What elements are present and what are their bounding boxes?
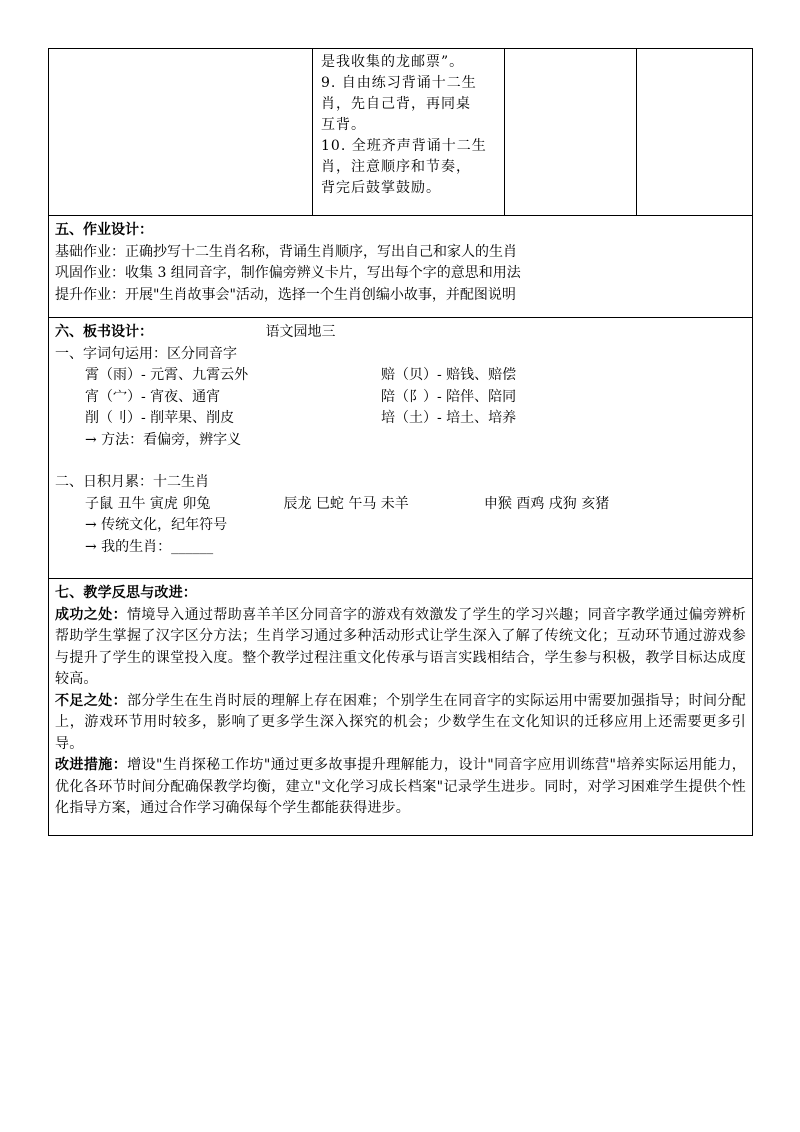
homophone-item: 培（土）- 培土、培养: [381, 410, 517, 426]
section-heading: 六、板书设计：: [55, 324, 153, 340]
board-part-title: 一、字词句运用：区分同音字: [55, 345, 237, 362]
homophone-item: 削（刂）- 削苹果、削皮: [85, 410, 235, 426]
step-line: 肖，先自己背，再同桌: [321, 96, 471, 112]
homework-section: [48, 215, 753, 318]
empty-cell: [505, 49, 637, 216]
empty-cell: [49, 49, 313, 216]
section-heading: 七、教学反思与改进：: [55, 585, 197, 601]
activity-steps-cell: [313, 49, 505, 216]
section-heading: 五、作业设计：: [55, 222, 153, 238]
zodiac-group: 申猴 酉鸡 戌狗 亥猪: [483, 495, 610, 512]
improve-text: 增设"生肖探秘工作坊"通过更多故事提升理解能力，设计"同音字应用训练营"培养实际运用能力，优化各环节时间分配确保教学均衡，建立"文化学习成长档案"记录学生进步。同时，对学习困难学生提供个性化指导方案，通过合作学习确保每个学生都能获得进步。: [55, 757, 746, 816]
zodiac-row: [55, 494, 746, 516]
shortcoming-text: 部分学生在生肖时辰的理解上存在困难；个别学生在同音字的实际运用中需要加强指导；时间分配上，游戏环节用时较多，影响了更多学生深入探究的机会；少数学生在文化知识的迁移应用上还需要更多引导。: [55, 692, 746, 752]
zodiac-group: 辰龙 巳蛇 午马 未羊: [283, 495, 409, 512]
reflection-section: [48, 578, 753, 836]
step-line: 是我收集的龙邮票”。: [321, 54, 465, 70]
improve-label: 改进措施：: [55, 757, 128, 773]
homophone-item: 宵（宀）- 宵夜、通宵: [85, 388, 221, 405]
homophone-row: [55, 408, 746, 430]
homophone-item: 陪（阝）- 陪伴、陪同: [381, 388, 517, 405]
improve-paragraph: [55, 755, 746, 820]
zodiac-group: 子鼠 丑牛 寅虎 卯兔: [85, 495, 211, 512]
homophone-row: [55, 365, 746, 387]
success-paragraph: [55, 605, 746, 691]
activity-table-row: [48, 48, 753, 216]
shortcoming-paragraph: [55, 691, 746, 756]
success-text: 情境导入通过帮助喜羊羊区分同音字的游戏有效激发了学生的学习兴趣；同音字教学通过偏旁辨析帮助学生掌握了汉字区分方法；生肖学习通过多种活动形式让学生深入了解了传统文化；互动环节通过游戏参与提升了学生的课堂投入度。整个教学过程注重文化传承与语言实践相结合，学生参与积极，教学目标达成度较高。: [55, 606, 746, 687]
board-heading-row: [55, 322, 746, 344]
homework-line: 提升作业：开展"生肖故事会"活动，选择一个生肖创编小故事，并配图说明: [55, 286, 516, 303]
homework-line: 巩固作业：收集 3 组同音字，制作偏旁辨义卡片，写出每个字的意思和用法: [55, 265, 521, 281]
success-label: 成功之处：: [55, 606, 127, 623]
shortcoming-label: 不足之处：: [55, 692, 127, 709]
step-line: 肖，注意顺序和节奏，: [321, 159, 471, 175]
homophone-item: 赔（贝）- 赔钱、赔偿: [381, 367, 517, 383]
homework-line: 基础作业：正确抄写十二生肖名称，背诵生肖顺序，写出自己和家人的生肖: [55, 243, 517, 260]
step-line: 10. 全班齐声背诵十二生: [321, 138, 487, 154]
step-line: 背完后鼓掌鼓励。: [321, 180, 441, 196]
step-line: 互背。: [321, 117, 366, 133]
lesson-plan-table: [48, 48, 753, 836]
step-line: 9. 自由练习背诵十二生: [321, 75, 477, 91]
board-title: 语文园地三: [265, 324, 336, 340]
culture-note: → 传统文化，纪年符号: [85, 517, 228, 533]
board-design-section: [48, 317, 753, 579]
board-part-title: 二、日积月累：十二生肖: [55, 474, 209, 490]
homophone-row: [55, 387, 746, 409]
my-zodiac-note: → 我的生肖：______: [85, 538, 214, 555]
method-note: → 方法：看偏旁，辨字义: [85, 431, 242, 448]
empty-cell: [637, 49, 752, 216]
homophone-item: 霄（雨）- 元霄、九霄云外: [85, 367, 249, 383]
